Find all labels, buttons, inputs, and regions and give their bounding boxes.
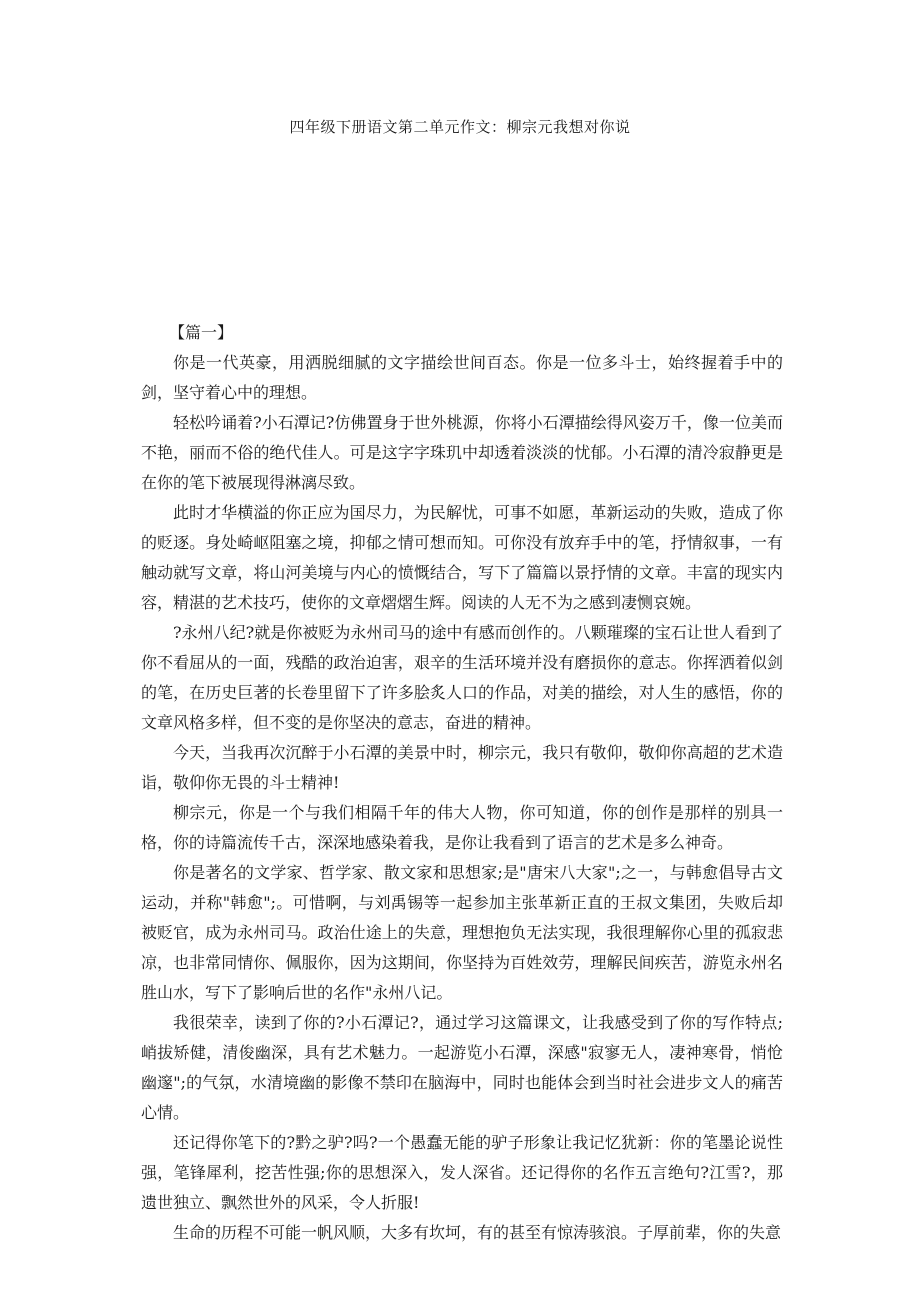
paragraph-10: 生命的历程不可能一帆风顺，大多有坎坷，有的甚至有惊涛骇浪。子厚前辈，你的失意 [173, 1223, 782, 1242]
paragraph-7: 你是著名的文学家、哲学家、散文家和思想家;是"唐宋八大家";之一，与韩愈倡导古文运动，并称"韩愈";。可惜啊，与刘禹锡等一起参加主张革新正直的王叔文集团，失败后却被贬官，成为永州司马。政治仕途上的失意，理想抱负无法实现，我很理解你心里的孤寂悲凉，也非常同情你、佩服你，因为这期间，你坚持为百姓效劳，理解民间疾苦，游览永州名胜山水，写下了影响后世的名作"永州八记。 [141, 863, 783, 1002]
paragraph-6: 柳宗元，你是一个与我们相隔千年的伟大人物，你可知道，你的创作是那样的别具一格，你的诗篇流传千古，深深地感染着我，是你让我看到了语言的艺术是多么神奇。 [141, 803, 783, 852]
paragraph-9: 还记得你笔下的?黔之驴?吗?一个愚蠢无能的驴子形象让我记忆犹新：你的笔墨论说性强，笔锋犀利，挖苦性强;你的思想深入，发人深省。还记得你的名作五言绝句?江雪?，那遗世独立、飘然世外的风采，令人折服! [141, 1133, 783, 1212]
paragraph-8: 我很荣幸，读到了你的?小石潭记?，通过学习这篇课文，让我感受到了你的写作特点;峭拔矫健，清俊幽深，具有艺术魅力。一起游览小石潭，深感"寂寥无人，凄神寒骨，悄怆幽邃";的气氛，水清境幽的影像不禁印在脑海中，同时也能体会到当时社会进步文人的痛苦心情。 [141, 1013, 783, 1122]
document-title: 四年级下册语文第二单元作文：柳宗元我想对你说 [289, 118, 631, 136]
document-body [141, 318, 783, 1248]
section-label: 【篇一】 [169, 323, 234, 342]
paragraph-2: 轻松吟诵着?小石潭记?仿佛置身于世外桃源，你将小石潭描绘得风姿万千，像一位美而不艳，丽而不俗的绝代佳人。可是这字字珠玑中却透着淡淡的忧郁。小石潭的清冷寂静更是在你的笔下被展现得淋漓尽致。 [141, 413, 783, 492]
paragraph-5: 今天，当我再次沉醉于小石潭的美景中时，柳宗元，我只有敬仰，敬仰你高超的艺术造诣，敬仰你无畏的斗士精神! [141, 743, 783, 792]
paragraph-3: 此时才华横溢的你正应为国尽力，为民解忧，可事不如愿，革新运动的失败，造成了你的贬逐。身处崎岖阻塞之境，抑郁之情可想而知。可你没有放弃手中的笔，抒情叙事，一有触动就写文章，将山河美境与内心的愤慨结合，写下了篇篇以景抒情的文章。丰富的现实内容，精湛的艺术技巧，使你的文章熠熠生辉。阅读的人无不为之感到凄恻哀婉。 [141, 503, 783, 612]
paragraph-4: ?永州八纪?就是你被贬为永州司马的途中有感而创作的。八颗璀璨的宝石让世人看到了你不看屈从的一面，残酷的政治迫害，艰辛的生活环境并没有磨损你的意志。你挥洒着似剑的笔，在历史巨著的长卷里留下了许多脍炙人口的作品，对美的描绘，对人生的感悟，你的文章风格多样，但不变的是你坚决的意志，奋进的精神。 [141, 623, 783, 732]
paragraph-1: 你是一代英豪，用洒脱细腻的文字描绘世间百态。你是一位多斗士，始终握着手中的剑，坚守着心中的理想。 [141, 353, 783, 402]
